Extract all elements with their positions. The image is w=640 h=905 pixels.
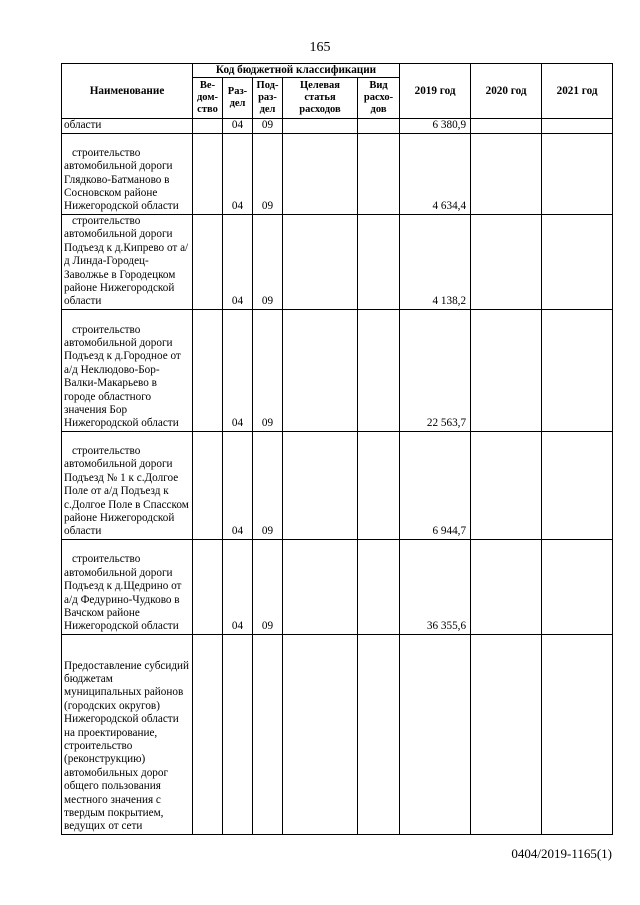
row-name: области — [62, 119, 193, 133]
row-expense-type — [358, 634, 400, 834]
row-expense-type — [358, 119, 400, 133]
row-target-item — [283, 309, 358, 431]
document-code: 0404/2019-1165(1) — [511, 846, 612, 861]
row-expense-type — [358, 214, 400, 309]
row-subsection: 09 — [253, 133, 283, 214]
row-department — [193, 431, 223, 539]
row-expense-type — [358, 133, 400, 214]
row-name: строительство автомобильной дороги Подъезд к д.Кипрево от а/д Линда-Городец-Заволжье в Городецком районе Нижегородской области — [62, 214, 193, 309]
row-amount-2019: 4 138,2 — [400, 214, 471, 309]
row-amount-2020 — [471, 214, 542, 309]
row-section: 04 — [223, 539, 253, 634]
row-section: 04 — [223, 431, 253, 539]
row-target-item — [283, 431, 358, 539]
row-expense-type — [358, 431, 400, 539]
header-2021: 2021 год — [542, 64, 613, 119]
row-subsection: 09 — [253, 214, 283, 309]
row-section: 04 — [223, 133, 253, 214]
row-department — [193, 133, 223, 214]
budget-table — [61, 63, 613, 835]
row-section: 04 — [223, 309, 253, 431]
header-2020: 2020 год — [471, 64, 542, 119]
row-amount-2019: 6 380,9 — [400, 119, 471, 133]
header-name: Наименование — [62, 64, 193, 119]
row-amount-2021 — [542, 309, 613, 431]
row-department — [193, 119, 223, 133]
row-amount-2020 — [471, 119, 542, 133]
row-subsection: 09 — [253, 119, 283, 133]
header-section: Раз- дел — [223, 78, 253, 119]
row-amount-2020 — [471, 133, 542, 214]
row-amount-2020 — [471, 634, 542, 834]
row-amount-2020 — [471, 309, 542, 431]
row-amount-2021 — [542, 431, 613, 539]
row-name: строительство автомобильной дороги Подъезд к д.Щедрино от а/д Федурино-Чудково в Вачском районе Нижегородской области — [62, 539, 193, 634]
table-row — [62, 634, 613, 834]
row-target-item — [283, 634, 358, 834]
row-section: 04 — [223, 119, 253, 133]
row-target-item — [283, 119, 358, 133]
row-department — [193, 634, 223, 834]
row-name: Предоставление субсидий бюджетам муниципальных районов (городских округов) Нижегородской области на проектирование, строительство (реконструкцию) автомобильных дорог общего пользования местного значения с твердым покрытием, ведущих от сети — [62, 634, 193, 834]
row-target-item — [283, 214, 358, 309]
row-amount-2021 — [542, 539, 613, 634]
row-amount-2019: 4 634,4 — [400, 133, 471, 214]
row-expense-type — [358, 309, 400, 431]
row-amount-2021 — [542, 119, 613, 133]
row-section — [223, 634, 253, 834]
row-subsection: 09 — [253, 309, 283, 431]
table-row — [62, 539, 613, 634]
table-row — [62, 119, 613, 133]
table-row — [62, 133, 613, 214]
row-amount-2019 — [400, 634, 471, 834]
row-department — [193, 309, 223, 431]
row-name: строительство автомобильной дороги Подъезд № 1 к с.Долгое Поле от а/д Подъезд к с.Долгое Поле в Спасском районе Нижегородской области — [62, 431, 193, 539]
row-subsection: 09 — [253, 431, 283, 539]
row-amount-2021 — [542, 133, 613, 214]
row-amount-2020 — [471, 539, 542, 634]
row-amount-2020 — [471, 431, 542, 539]
header-target-item: Целевая статья расходов — [283, 78, 358, 119]
row-amount-2019: 22 563,7 — [400, 309, 471, 431]
table-row — [62, 214, 613, 309]
row-subsection — [253, 634, 283, 834]
row-amount-2019: 36 355,6 — [400, 539, 471, 634]
row-amount-2019: 6 944,7 — [400, 431, 471, 539]
header-expense-type: Вид расхо- дов — [358, 78, 400, 119]
header-2019: 2019 год — [400, 64, 471, 119]
header-code-group: Код бюджетной классификации — [193, 64, 400, 78]
row-name: строительство автомобильной дороги Подъезд к д.Городное от а/д Неклюдово-Бор-Валки-Макарьево в городе областного значения Бор Нижегородской области — [62, 309, 193, 431]
table-row — [62, 309, 613, 431]
header-subsection: Под- раз- дел — [253, 78, 283, 119]
row-expense-type — [358, 539, 400, 634]
header-department: Ве- дом- ство — [193, 78, 223, 119]
row-target-item — [283, 133, 358, 214]
table-row — [62, 431, 613, 539]
row-amount-2021 — [542, 214, 613, 309]
row-target-item — [283, 539, 358, 634]
row-department — [193, 214, 223, 309]
page-number: 165 — [309, 40, 331, 55]
row-amount-2021 — [542, 634, 613, 834]
row-section: 04 — [223, 214, 253, 309]
row-subsection: 09 — [253, 539, 283, 634]
row-department — [193, 539, 223, 634]
row-name: строительство автомобильной дороги Глядково-Батманово в Сосновском районе Нижегородской области — [62, 133, 193, 214]
